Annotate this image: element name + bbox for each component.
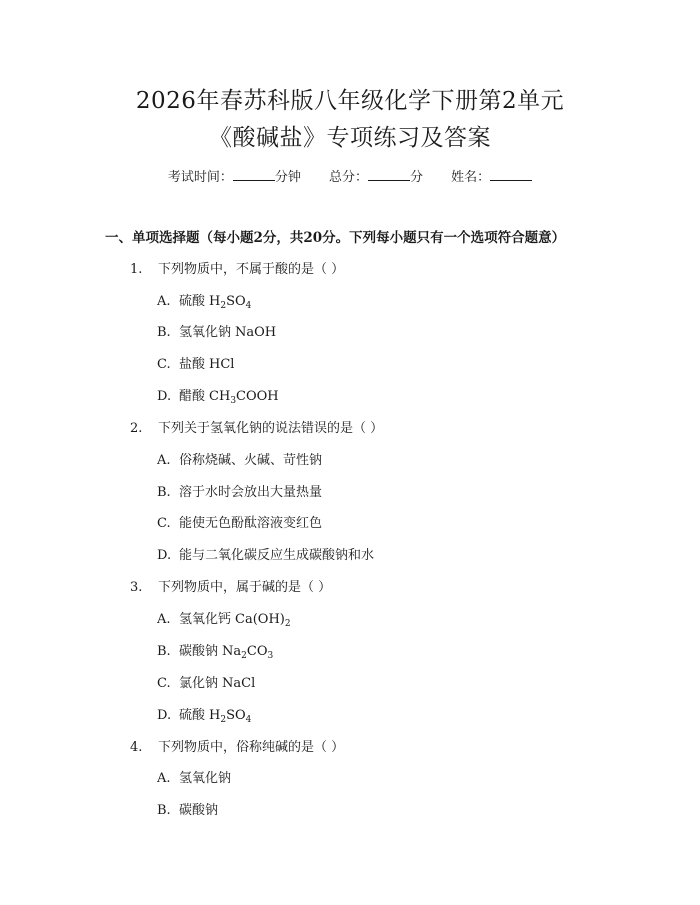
option-text: 溶于水时会放出大量热量 <box>179 485 323 500</box>
option-item <box>157 387 279 407</box>
exam-time-blank <box>233 168 275 181</box>
chemical-formula: HCl <box>209 357 235 372</box>
total-score-field <box>329 170 427 185</box>
option-item <box>157 451 322 471</box>
option-text: 氢氧化钠 <box>179 325 232 340</box>
option-text: 碳酸钠 <box>179 644 219 659</box>
chemical-formula: NaOH <box>235 325 277 340</box>
option-text: 硫酸 <box>179 294 206 309</box>
section-heading: 一、单项选择题（每小题2分，共20分。下列每小题只有一个选项符合题意） <box>105 230 566 246</box>
student-name-blank <box>490 168 532 181</box>
option-item <box>157 706 251 726</box>
chemical-formula: $H_2SO_4$ <box>209 294 252 311</box>
total-score-unit: 分 <box>410 170 424 185</box>
student-name-field <box>451 170 532 185</box>
chemical-formula: $Ca(OH)_2$ <box>235 612 291 629</box>
question-text: 下列物质中，属于碱的是（ ） <box>158 580 332 595</box>
question-stem <box>130 738 344 758</box>
option-item <box>157 514 322 534</box>
chemical-formula: $Na_2CO_3$ <box>222 644 274 661</box>
option-letter: D. <box>157 548 172 563</box>
question-stem <box>130 419 383 439</box>
option-letter: A. <box>157 294 171 309</box>
option-item <box>157 483 322 503</box>
chemical-formula: $CH_3COOH$ <box>209 389 279 406</box>
option-item <box>157 801 218 821</box>
exam-time-unit: 分钟 <box>274 170 301 185</box>
exam-time-field <box>168 170 305 185</box>
option-text: 盐酸 <box>179 357 206 372</box>
option-letter: C. <box>157 676 171 691</box>
option-text: 能与二氧化碳反应生成碳酸钠和水 <box>179 548 375 563</box>
option-item <box>157 769 231 789</box>
exam-time-label: 考试时间： <box>167 170 233 185</box>
question-number: 1. <box>130 262 143 277</box>
option-text: 碳酸钠 <box>179 803 219 818</box>
option-text: 硫酸 <box>179 708 206 723</box>
option-text: 俗称烧碱、火碱、苛性钠 <box>179 453 323 468</box>
option-letter: A. <box>157 453 171 468</box>
question-number: 2. <box>130 421 143 436</box>
option-letter: C. <box>157 516 171 531</box>
option-item <box>157 355 234 375</box>
question-stem <box>130 578 331 598</box>
student-name-label: 姓名： <box>451 170 491 185</box>
question-text: 下列物质中，俗称纯碱的是（ ） <box>158 740 345 755</box>
chemical-formula: NaCl <box>222 676 256 691</box>
question-text: 下列关于氢氧化钠的说法错误的是（ ） <box>158 421 384 436</box>
total-score-blank <box>368 168 410 181</box>
option-item <box>157 323 276 343</box>
option-letter: A. <box>157 771 171 786</box>
option-letter: D. <box>157 389 172 404</box>
question-stem <box>130 260 344 280</box>
option-letter: B. <box>157 644 171 659</box>
option-text: 氢氧化钠 <box>179 771 232 786</box>
question-number: 3. <box>130 580 143 595</box>
total-score-label: 总分： <box>328 170 368 185</box>
option-item <box>157 642 273 662</box>
option-text: 能使无色酚酞溶液变红色 <box>179 516 323 531</box>
option-letter: B. <box>157 803 171 818</box>
option-letter: B. <box>157 485 171 500</box>
option-item <box>157 292 251 312</box>
option-letter: A. <box>157 612 171 627</box>
option-letter: D. <box>157 708 172 723</box>
option-text: 氯化钠 <box>179 676 219 691</box>
option-item <box>157 674 255 694</box>
option-letter: B. <box>157 325 171 340</box>
option-item <box>157 610 291 630</box>
option-text: 醋酸 <box>179 389 206 404</box>
exam-info-line <box>0 168 700 188</box>
option-letter: C. <box>157 357 171 372</box>
document-title-line2: 《酸碱盐》专项练习及答案 <box>209 125 491 151</box>
chemical-formula: $H_2SO_4$ <box>209 708 252 725</box>
document-title-line1: 2026年春苏科版八年级化学下册第2单元 <box>135 88 565 114</box>
option-item <box>157 546 374 566</box>
option-text: 氢氧化钙 <box>179 612 232 627</box>
question-number: 4. <box>130 740 143 755</box>
question-text: 下列物质中，不属于酸的是（ ） <box>158 262 345 277</box>
